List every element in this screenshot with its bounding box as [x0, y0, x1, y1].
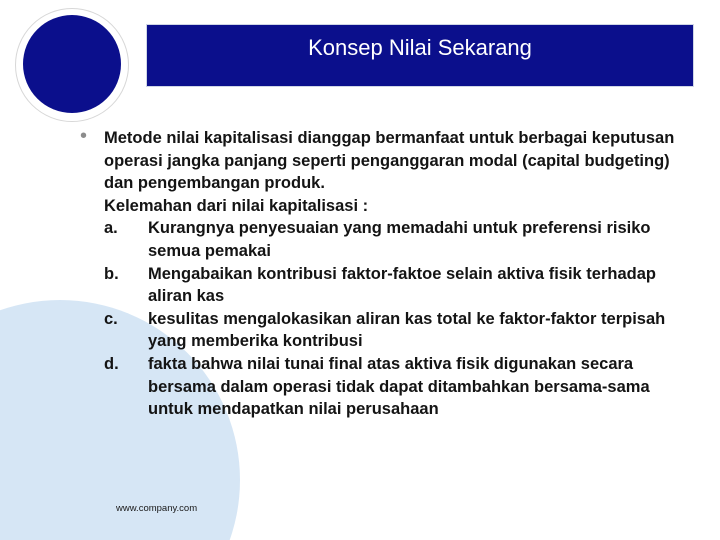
intro-paragraph: Metode nilai kapitalisasi dianggap bermanfaat untuk berbagai keputusan operasi jangka panjang seperti penganggaran modal (capital budgeting) dan pengembangan produk.	[104, 129, 675, 193]
logo-circle	[23, 15, 121, 113]
bullet-icon: •	[80, 125, 88, 147]
list-item	[104, 217, 684, 262]
list-text: fakta bahwa nilai tunai final atas aktiva fisik digunakan secara bersama dalam operasi tidak dapat ditambahkan bersama-sama untuk mendapatkan nilai perusahaan	[148, 354, 650, 419]
list-text: Mengabaikan kontribusi faktor-faktoe selain aktiva fisik terhadap aliran kas	[148, 264, 656, 306]
list-letter: b.	[104, 264, 119, 283]
footer-url: www.company.com	[116, 503, 198, 514]
title-bar	[147, 25, 693, 86]
list-text: Kurangnya penyesuaian yang memadahi untuk preferensi risiko semua pemakai	[148, 219, 651, 260]
list-item	[104, 263, 684, 308]
list-letter: d.	[104, 354, 119, 373]
slide-title: Konsep Nilai Sekarang	[308, 35, 532, 60]
weakness-heading: Kelemahan dari nilai kapitalisasi :	[104, 196, 369, 215]
list-item	[104, 308, 684, 353]
list-text: kesulitas mengalokasikan aliran kas total ke faktor-faktor terpisah yang memberika kontribusi	[148, 309, 666, 351]
body-text	[104, 127, 684, 421]
list-letter: c.	[104, 309, 118, 328]
list-letter: a.	[104, 219, 118, 238]
list-item	[104, 353, 684, 421]
